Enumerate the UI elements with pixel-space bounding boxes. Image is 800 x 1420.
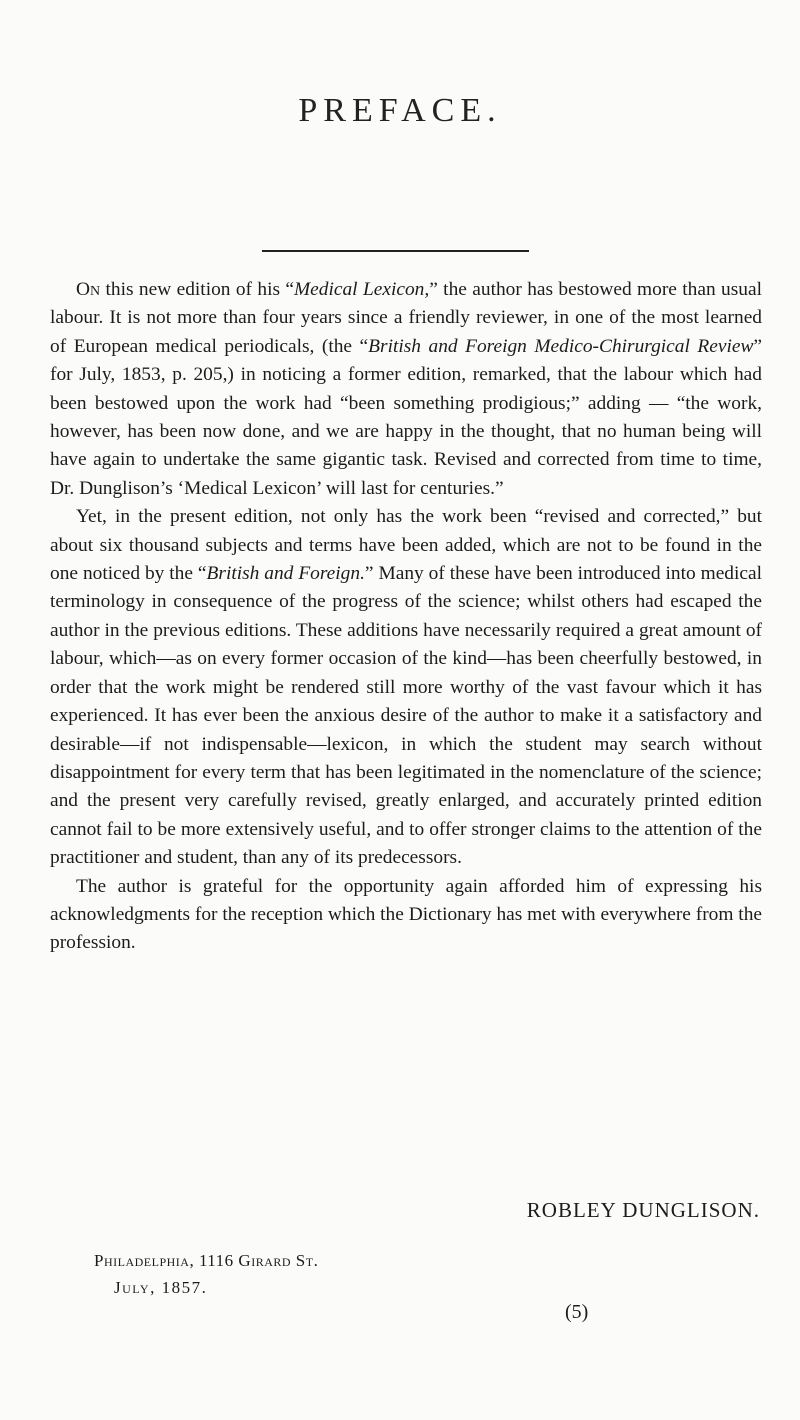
lead-word: On: [76, 279, 101, 300]
review-title: British and Foreign Medico-Chirurgical Review: [368, 335, 754, 357]
paragraph-3: The author is grateful for the opportunity again afforded him of expressing his acknowledgments for the reception which the Dictionary has met with everywhere from the profession.: [50, 875, 762, 954]
page-number: (5): [565, 1301, 589, 1323]
page-title: PREFACE.: [298, 92, 502, 129]
title-divider: [262, 250, 529, 252]
place-line: Philadelphia, 1116 Girard St.: [94, 1251, 319, 1270]
paragraph-1: On this new edition of his “Medical Lexicon,” the author has bestowed more than usual labour. It is not more than four years since a friendly reviewer, in one of the most learned of European medical periodicals, (the “British and Foreign Medico-Chirurgical Review” for July, 1853, p. 205,) in noticing a former edition, remarked, that the labour which had been bestowed upon the work had “been something prodigious;” adding — “the work, however, has been now done, and we are happy in the thought, that no human being will have again to undertake the same gigantic task. Revised and corrected from time to time, Dr. Dunglison’s ‘Medical Lexicon’ will last for centuries.”: [50, 279, 762, 499]
paragraph-2: Yet, in the present edition, not only has the work been “revised and corrected,” but about six thousand subjects and terms have been added, which are not to be found in the one noticed by the “British and Foreign.” Many of these have been introduced into medical terminology in consequence of the progress of the science; whilst others had escaped the author in the previous editions. These additions have necessarily required a great amount of labour, which—as on every former occasion of the kind—has been cheerfully bestowed, in order that the work might be rendered still more worthy of the vast favour which it has experienced. It has ever been the anxious desire of the author to make it a satisfactory and desirable—if not indispensable—lexicon, in which the student may search without disappointment for every term that has been legitimated in the nomenclature of the science; and the present very carefully revised, greatly enlarged, and accurately printed edition cannot fail to be more extensively useful, and to offer stronger claims to the attention of the practitioner and student, than any of its predecessors.: [50, 506, 762, 869]
author-signature: ROBLEY DUNGLISON.: [526, 1198, 760, 1222]
preface-body: [50, 276, 762, 958]
review-short-title: British and Foreign.: [206, 563, 365, 585]
book-title: Medical Lexicon,: [294, 279, 430, 300]
date-line: July, 1857.: [114, 1278, 208, 1297]
